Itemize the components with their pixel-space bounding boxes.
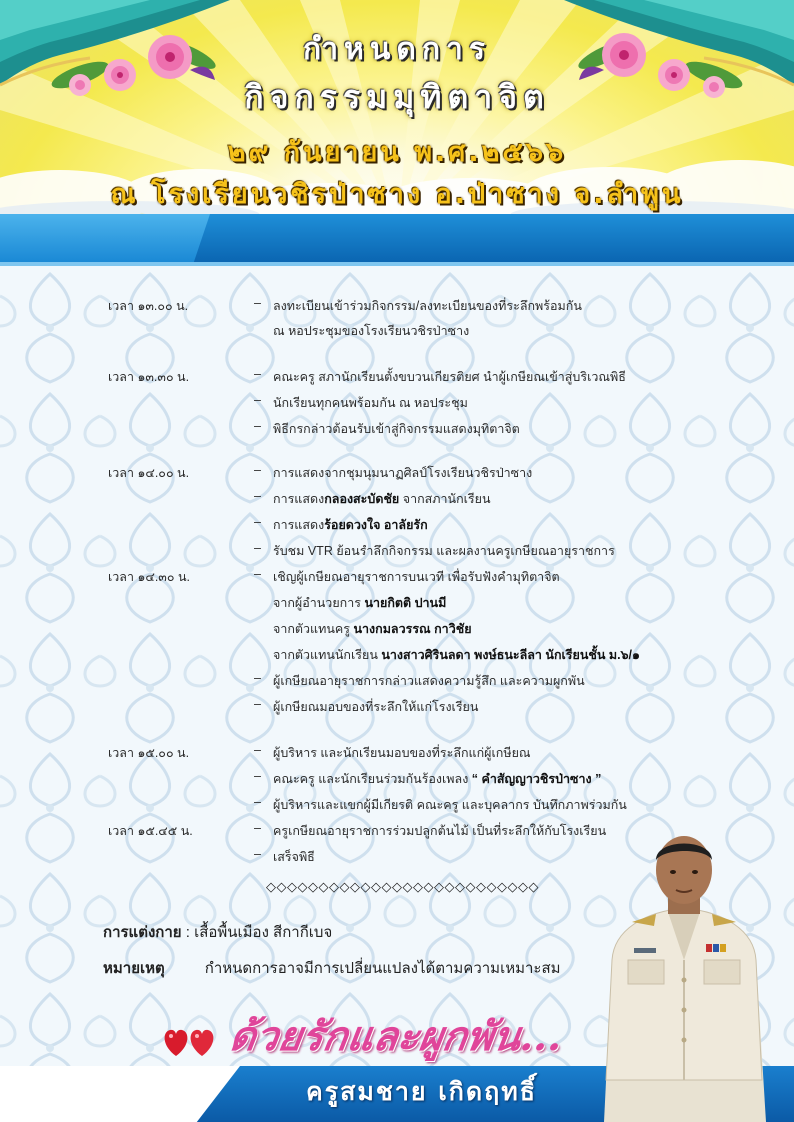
schedule-row <box>0 567 794 591</box>
remark-value: กำหนดการอาจมีการเปลี่ยนแปลงได้ตามความเหมาะสม <box>204 960 561 977</box>
schedule-text-highlight: กลองสะบัดชัย <box>324 492 400 506</box>
schedule-bullet: – <box>254 795 261 809</box>
schedule-text <box>273 769 601 789</box>
schedule-row <box>0 321 794 345</box>
schedule-text-part: จากตัวแทนนักเรียน <box>273 648 382 662</box>
header-blue-bar-accent <box>0 214 210 264</box>
schedule-bullet: – <box>254 367 261 381</box>
schedule-text: พิธีกรกล่าวต้อนรับเข้าสู่กิจกรรมแสดงมุทิตาจิต <box>273 422 520 436</box>
schedule-bullet: – <box>254 463 261 477</box>
dress-code-label: การแต่งกาย <box>103 924 182 941</box>
schedule-time: เวลา ๑๔.๐๐ น. <box>108 466 190 480</box>
schedule-text-part: จากตัวแทนครู <box>273 622 354 636</box>
schedule-bullet: – <box>254 743 261 757</box>
schedule-row <box>0 795 794 819</box>
remark <box>103 956 561 980</box>
remark-label: หมายเหตุ <box>103 960 165 977</box>
schedule-row <box>0 541 794 565</box>
teacher-portrait <box>594 830 774 1122</box>
schedule-text: เชิญผู้เกษียณอายุราชการบนเวที เพื่อรับฟังคำมุทิตาจิต <box>273 570 560 584</box>
schedule-text: ผู้บริหาร และนักเรียนมอบของที่ระลึกแก่ผู้เกษียณ <box>273 746 531 760</box>
schedule-time: เวลา ๑๓.๐๐ น. <box>108 299 189 313</box>
signature-script-text: ด้วยรักและผูกพัน... <box>226 1013 566 1060</box>
schedule-text: การแสดงจากชุมนุมนาฏศิลป์โรงเรียนวชิรป่าซาง <box>273 466 533 480</box>
schedule-text: ลงทะเบียนเข้าร่วมกิจกรรม/ลงทะเบียนของที่ระลึกพร้อมกัน <box>273 299 582 313</box>
schedule-bullet: – <box>254 697 261 711</box>
schedule-text <box>273 593 446 613</box>
schedule-text-highlight: ร้อยดวงใจ อาลัยรัก <box>324 518 428 532</box>
schedule-row <box>0 367 794 391</box>
teacher-name: ครูสมชาย เกิดฤทธิ์ <box>306 1077 538 1106</box>
hearts-icon <box>160 1022 220 1062</box>
schedule-text-part: จากสภานักเรียน <box>399 492 491 506</box>
schedule-text: ณ หอประชุมของโรงเรียนวชิรป่าซาง <box>273 324 470 338</box>
dress-code <box>103 920 332 944</box>
schedule-row <box>0 619 794 643</box>
page-title-line2: กิจกรรมมุทิตาจิต <box>244 78 550 116</box>
schedule-text: รับชม VTR ย้อนรำลึกกิจกรรม และผลงานครูเกษียณอายุราชการ <box>273 544 615 558</box>
schedule-row <box>0 769 794 793</box>
schedule-text-part: การแสดง <box>273 492 325 506</box>
schedule-row <box>0 671 794 695</box>
schedule-row <box>0 419 794 443</box>
schedule-row <box>0 645 794 669</box>
header-banner <box>0 0 794 218</box>
schedule-bullet: – <box>254 489 261 503</box>
schedule-text <box>273 515 428 535</box>
schedule-text <box>273 645 640 665</box>
schedule-bullet: – <box>254 515 261 529</box>
schedule-text-part: คณะครู และนักเรียนร่วมกันร้องเพลง <box>273 772 472 786</box>
schedule-row <box>0 593 794 617</box>
schedule-text: ครูเกษียณอายุราชการร่วมปลูกต้นไม้ เป็นที่ระลึกให้กับโรงเรียน <box>273 824 607 838</box>
schedule-row <box>0 515 794 539</box>
schedule-text-highlight: นายกิตติ ปานมี <box>364 596 447 610</box>
schedule-text: นักเรียนทุกคนพร้อมกัน ณ หอประชุม <box>273 396 468 410</box>
schedule-time: เวลา ๑๕.๐๐ น. <box>108 746 190 760</box>
schedule-bullet: – <box>254 419 261 433</box>
schedule-bullet: – <box>254 541 261 555</box>
schedule-time: เวลา ๑๕.๔๕ น. <box>108 824 193 838</box>
dress-code-separator: : <box>181 924 195 941</box>
schedule-text-part: การแสดง <box>273 518 325 532</box>
schedule-time: เวลา ๑๓.๓๐ น. <box>108 370 190 384</box>
event-venue: ณ โรงเรียนวชิรป่าซาง อ.ป่าซาง จ.ลำพูน <box>110 179 684 210</box>
schedule-row <box>0 743 794 767</box>
schedule-text <box>273 489 491 509</box>
schedule-text: ผู้บริหารและแขกผู้มีเกียรติ คณะครู และบุคลากร บันทึกภาพร่วมกัน <box>273 798 627 812</box>
schedule-text-highlight: นางกมลวรรณ กาวิชัย <box>353 622 472 636</box>
schedule-text-highlight: นางสาวศิรินลดา พงษ์ธนะลีลา นักเรียนชั้น ม.๖/๑ <box>381 648 640 662</box>
schedule-bullet: – <box>254 821 261 835</box>
schedule-text: คณะครู สภานักเรียนตั้งขบวนเกียรติยศ นำผู้เกษียณเข้าสู่บริเวณพิธี <box>273 370 626 384</box>
schedule-bullet: – <box>254 393 261 407</box>
dress-code-value: เสื้อพื้นเมือง สีกากีเบจ <box>194 924 333 941</box>
schedule-bullet: – <box>254 296 261 310</box>
schedule-row <box>0 296 794 320</box>
schedule-row <box>0 697 794 721</box>
page-title-line1: กำหนดการ <box>303 32 491 67</box>
schedule-text: ผู้เกษียณมอบของที่ระลึกให้แก่โรงเรียน <box>273 700 479 714</box>
schedule-bullet: – <box>254 847 261 861</box>
event-date: ๒๙ กันยายน พ.ศ.๒๕๖๖ <box>227 137 567 168</box>
schedule-text: ผู้เกษียณอายุราชการกล่าวแสดงความรู้สึก และความผูกพัน <box>273 674 585 688</box>
schedule-text-part: จากผู้อำนวยการ <box>273 596 365 610</box>
section-divider: ◇◇◇◇◇◇◇◇◇◇◇◇◇◇◇◇◇◇◇◇◇◇◇◇◇◇ <box>266 880 539 895</box>
schedule-bullet: – <box>254 671 261 685</box>
schedule-row <box>0 393 794 417</box>
schedule-bullet: – <box>254 567 261 581</box>
schedule-text-highlight: “ คำสัญญาวชิรป่าซาง ” <box>471 772 602 786</box>
schedule-row <box>0 489 794 513</box>
schedule-text: เสร็จพิธี <box>273 850 315 864</box>
schedule-time: เวลา ๑๔.๓๐ น. <box>108 570 190 584</box>
schedule-text <box>273 619 472 639</box>
schedule-bullet: – <box>254 769 261 783</box>
schedule-row <box>0 463 794 487</box>
